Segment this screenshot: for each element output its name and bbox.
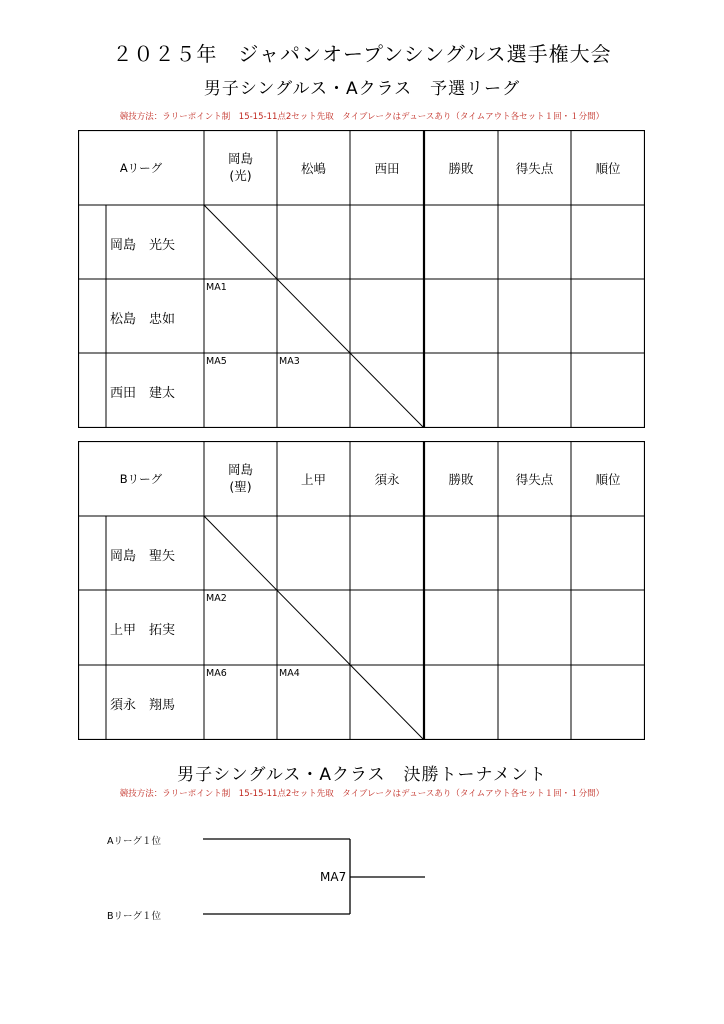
rules-text: 競技方法：ラリーポイント制 15-15-11点2セット先取 タイブレークはデュースあり（タイムアウト各セット１回・１分間） xyxy=(119,112,605,122)
final-rules-text: 競技方法：ラリーポイント制 15-15-11点2セット先取 タイブレークはデュースあり（タイムアウト各セット１回・１分間） xyxy=(119,789,605,799)
column-header: 岡島 (聖) xyxy=(227,462,253,494)
column-header: 上甲 xyxy=(300,472,326,487)
result-header-points: 得失点 xyxy=(515,472,554,487)
column-header: 岡島 (光) xyxy=(227,151,253,183)
match-label: MA5 xyxy=(206,356,227,367)
match-label: MA4 xyxy=(279,668,300,679)
page-subtitle: 男子シングルス・Aクラス 予選リーグ xyxy=(203,79,521,99)
result-header-rank: 順位 xyxy=(595,472,621,487)
player-name: 西田 建太 xyxy=(110,386,176,401)
player-name: 上甲 拓実 xyxy=(110,623,176,638)
column-header: 西田 xyxy=(374,161,400,176)
player-name: 岡島 聖矢 xyxy=(110,549,176,564)
bracket-slot-top: Aリーグ１位 xyxy=(107,836,161,847)
result-header-winloss: 勝敗 xyxy=(448,161,474,176)
final-match-label: MA7 xyxy=(320,870,347,884)
player-name: 岡島 光矢 xyxy=(110,238,176,253)
match-label: MA6 xyxy=(206,668,227,679)
page-title: ２０２５年 ジャパンオープンシングルス選手権大会 xyxy=(112,42,612,66)
player-name: 須永 翔馬 xyxy=(110,698,176,713)
match-label: MA1 xyxy=(206,282,227,293)
match-label: MA2 xyxy=(206,593,227,604)
column-header: 松嶋 xyxy=(300,161,326,176)
column-header: 須永 xyxy=(374,472,400,487)
league-label: Aリーグ xyxy=(119,161,163,175)
final-title: 男子シングルス・Aクラス 決勝トーナメント xyxy=(177,765,547,785)
bracket-slot-bottom: Bリーグ１位 xyxy=(107,911,162,922)
league-label: Bリーグ xyxy=(119,472,163,486)
result-header-rank: 順位 xyxy=(595,161,621,176)
player-name: 松島 忠如 xyxy=(110,312,176,327)
result-header-points: 得失点 xyxy=(515,161,554,176)
match-label: MA3 xyxy=(279,356,300,367)
result-header-winloss: 勝敗 xyxy=(448,472,474,487)
